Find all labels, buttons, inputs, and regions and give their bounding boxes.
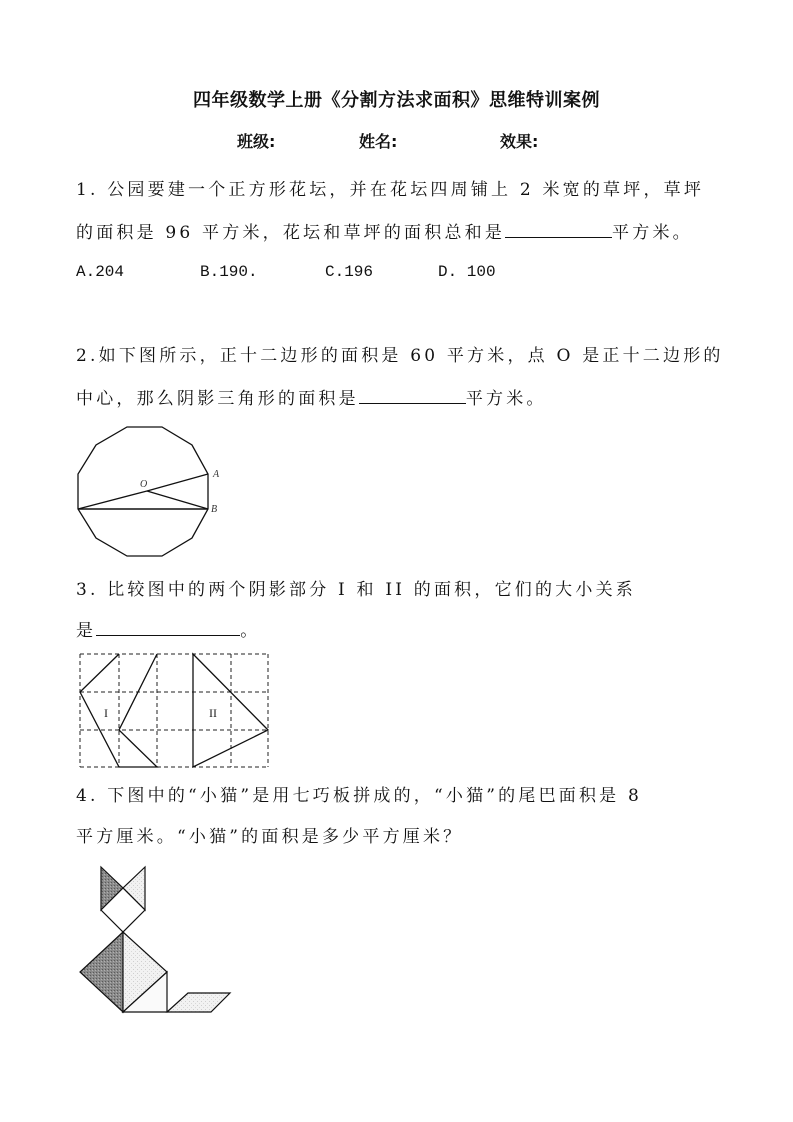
point-o-label: O (140, 479, 148, 490)
option-a[interactable]: A.204 (76, 263, 125, 281)
page-title: 四年级数学上册《分割方法求面积》思维特训案例 (193, 90, 600, 111)
cat-body-left (80, 932, 123, 1012)
cat-tail (167, 993, 230, 1012)
question-1-unit: 平方米。 (612, 223, 693, 243)
question-1-text: 的面积是 96 平方米，花坛和草坪的面积总和是 (76, 223, 506, 243)
question-4-line-1: 4. 下图中的“小猫”是用七巧板拼成的，“小猫”的尾巴面积是 8 (76, 786, 643, 806)
question-4-line-2: 平方厘米。“小猫”的面积是多少平方厘米？ (76, 827, 464, 847)
class-label: 班级: (237, 132, 276, 151)
question-2-line-1: 2.如下图所示，正十二边形的面积是 60 平方米，点 O 是正十二边形的 (76, 346, 724, 366)
question-3-unit: 。 (240, 621, 261, 641)
question-1-line-1: 1. 公园要建一个正方形花坛，并在花坛四周铺上 2 米宽的草坪，草坪 (76, 180, 705, 200)
question-3-text: 是 (76, 621, 97, 641)
option-b[interactable]: B.190. (200, 263, 258, 281)
question-2-unit: 平方米。 (465, 389, 547, 409)
point-b-label: B (211, 504, 218, 515)
label-ii: II (209, 706, 217, 720)
option-d[interactable]: D. 100 (438, 263, 496, 281)
result-label: 效果: (500, 132, 539, 151)
question-2-text: 中心，那么阴影三角形的面积是 (76, 389, 359, 409)
point-a-label: A (213, 469, 220, 480)
label-i: I (104, 706, 108, 720)
option-c[interactable]: C.196 (325, 263, 374, 281)
question-3-line-1: 3. 比较图中的两个阴影部分 I 和 II 的面积，它们的大小关系 (76, 580, 636, 600)
name-label: 姓名: (359, 132, 398, 151)
